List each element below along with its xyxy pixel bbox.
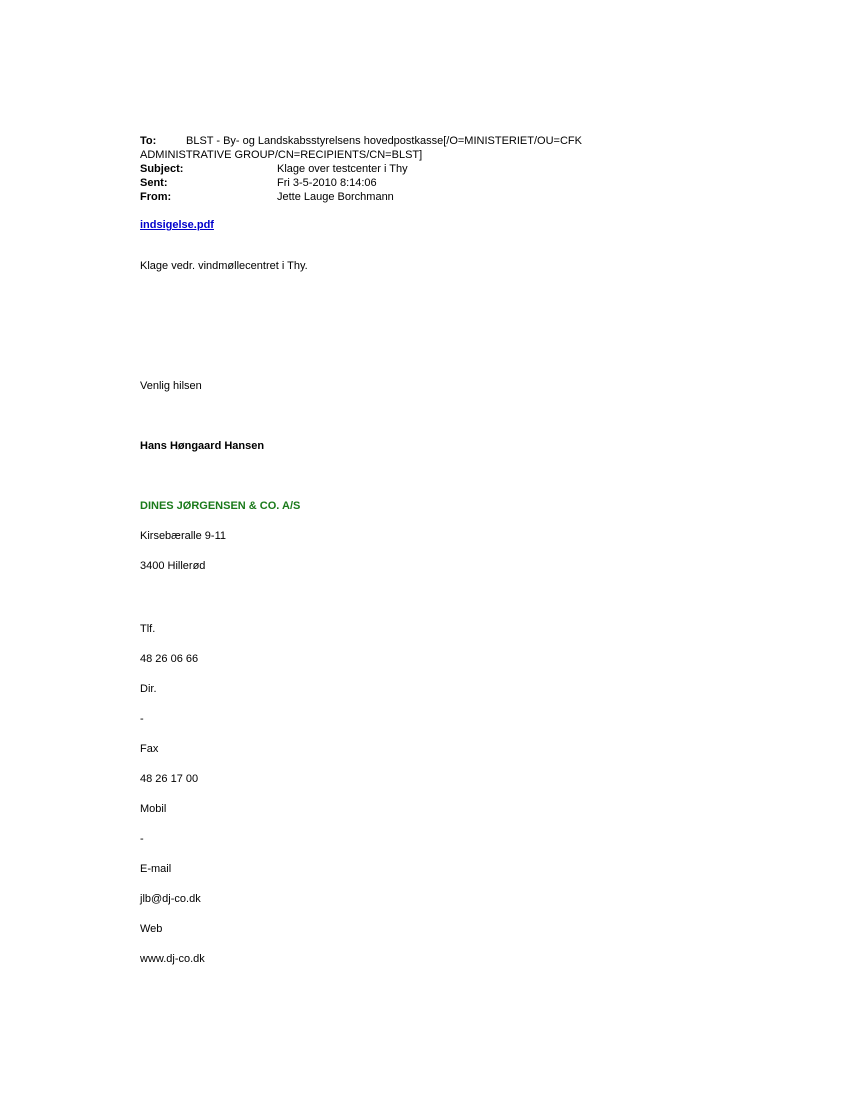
from-label: From: xyxy=(140,191,172,203)
email-value: jlb@dj-co.dk xyxy=(140,893,201,905)
mobile-label: Mobil xyxy=(140,803,167,815)
phone-label: Tlf. xyxy=(140,623,156,635)
subject-label: Subject: xyxy=(140,163,184,175)
attachment-link[interactable]: indsigelse.pdf xyxy=(140,219,214,231)
to-value: BLST - By- og Landskabsstyrelsens hovedpostkasse[/O=MINISTERIET/OU=CFK xyxy=(186,135,582,147)
direct-label: Dir. xyxy=(140,683,157,695)
city-address: 3400 Hillerød xyxy=(140,560,206,572)
signer-name: Hans Høngaard Hansen xyxy=(140,440,265,452)
sent-label: Sent: xyxy=(140,177,168,189)
sent-value: Fri 3-5-2010 8:14:06 xyxy=(277,177,377,189)
fax-value: 48 26 17 00 xyxy=(140,773,199,785)
message-text: Klage vedr. vindmøllecentret i Thy. xyxy=(140,260,308,272)
mobile-value: - xyxy=(140,833,144,845)
email-label: E-mail xyxy=(140,863,172,875)
to-row xyxy=(140,134,582,148)
web-label: Web xyxy=(140,923,163,935)
subject-row xyxy=(140,162,408,176)
greeting-text: Venlig hilsen xyxy=(140,380,202,392)
direct-value: - xyxy=(140,713,144,725)
attachment-row xyxy=(140,218,214,232)
phone-value: 48 26 06 66 xyxy=(140,653,199,665)
to-value-continued: ADMINISTRATIVE GROUP/CN=RECIPIENTS/CN=BLST] xyxy=(140,149,423,161)
to-row-continued xyxy=(140,148,422,162)
from-value: Jette Lauge Borchmann xyxy=(277,191,394,203)
web-value: www.dj-co.dk xyxy=(140,953,205,965)
fax-label: Fax xyxy=(140,743,159,755)
company-name: DINES JØRGENSEN & CO. A/S xyxy=(140,500,301,512)
sent-row xyxy=(140,176,377,190)
to-label: To: xyxy=(140,135,157,147)
subject-value: Klage over testcenter i Thy xyxy=(277,163,408,175)
from-row xyxy=(140,190,394,204)
street-address: Kirsebæralle 9-11 xyxy=(140,530,227,542)
